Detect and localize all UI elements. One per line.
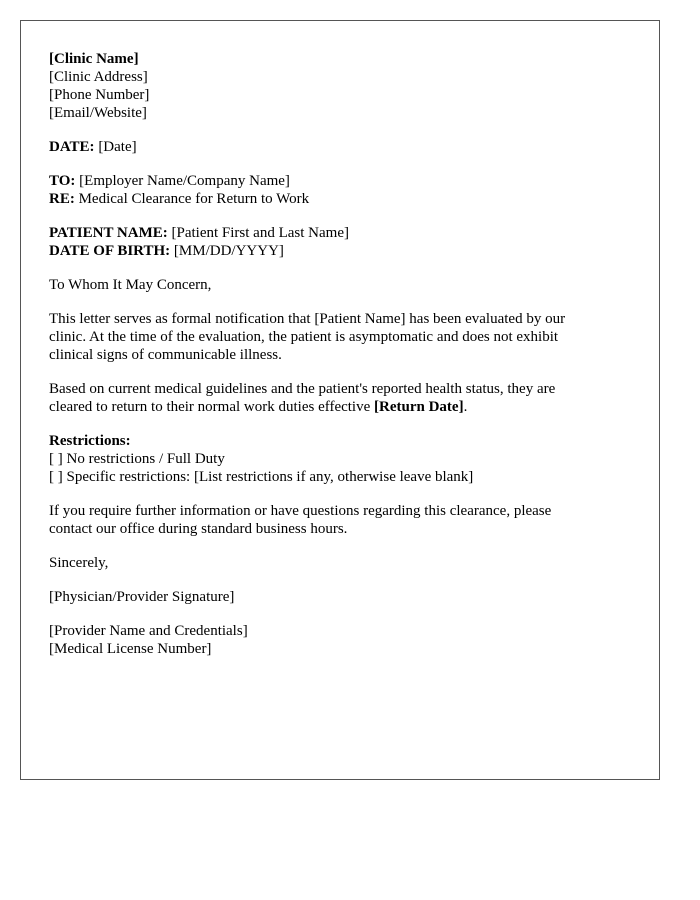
patient-block bbox=[49, 224, 629, 260]
clinic-phone: [Phone Number] bbox=[49, 87, 150, 103]
to-label: TO: bbox=[49, 173, 76, 189]
restrictions-heading: Restrictions: bbox=[49, 433, 131, 449]
letter-content bbox=[49, 50, 629, 674]
restriction-option-specific: [ ] Specific restrictions: [List restrictions if any, otherwise leave blank] bbox=[49, 469, 474, 485]
patient-name-value: [Patient First and Last Name] bbox=[171, 225, 349, 241]
info-paragraph: If you require further information or have questions regarding this clearance, please contact our office during standard business hours. bbox=[49, 503, 552, 537]
patient-name-label: PATIENT NAME: bbox=[49, 225, 168, 241]
re-label: RE: bbox=[49, 191, 75, 207]
restriction-option-full-duty: [ ] No restrictions / Full Duty bbox=[49, 451, 225, 467]
recipient-block bbox=[49, 172, 629, 208]
clinic-address: [Clinic Address] bbox=[49, 69, 148, 85]
provider-name: [Provider Name and Credentials] bbox=[49, 623, 248, 639]
sign-off: Sincerely, bbox=[49, 555, 109, 571]
provider-block bbox=[49, 622, 629, 658]
date-line bbox=[49, 138, 629, 156]
restrictions-block bbox=[49, 432, 629, 486]
re-value: Medical Clearance for Return to Work bbox=[78, 191, 310, 207]
clinic-name: [Clinic Name] bbox=[49, 51, 139, 67]
clearance-paragraph: Based on current medical guidelines and the patient's reported health status, they are cleared to return to their normal work duties effective [Return Date]. bbox=[49, 381, 556, 415]
dob-value: [MM/DD/YYYY] bbox=[173, 243, 284, 259]
letter-page bbox=[20, 20, 660, 780]
clinic-header bbox=[49, 50, 629, 122]
date-value: [Date] bbox=[98, 139, 137, 155]
date-label: DATE: bbox=[49, 139, 95, 155]
license-number: [Medical License Number] bbox=[49, 641, 212, 657]
evaluation-paragraph: This letter serves as formal notification that [Patient Name] has been evaluated by our clinic. At the time of the evaluation, the patient is asymptomatic and does not exhibit clinical signs of communicable illness. bbox=[49, 311, 566, 363]
to-value: [Employer Name/Company Name] bbox=[79, 173, 290, 189]
salutation: To Whom It May Concern, bbox=[49, 277, 212, 293]
return-date: [Return Date] bbox=[374, 399, 464, 415]
dob-label: DATE OF BIRTH: bbox=[49, 243, 171, 259]
signature-line: [Physician/Provider Signature] bbox=[49, 589, 235, 605]
clinic-email-website: [Email/Website] bbox=[49, 105, 147, 121]
